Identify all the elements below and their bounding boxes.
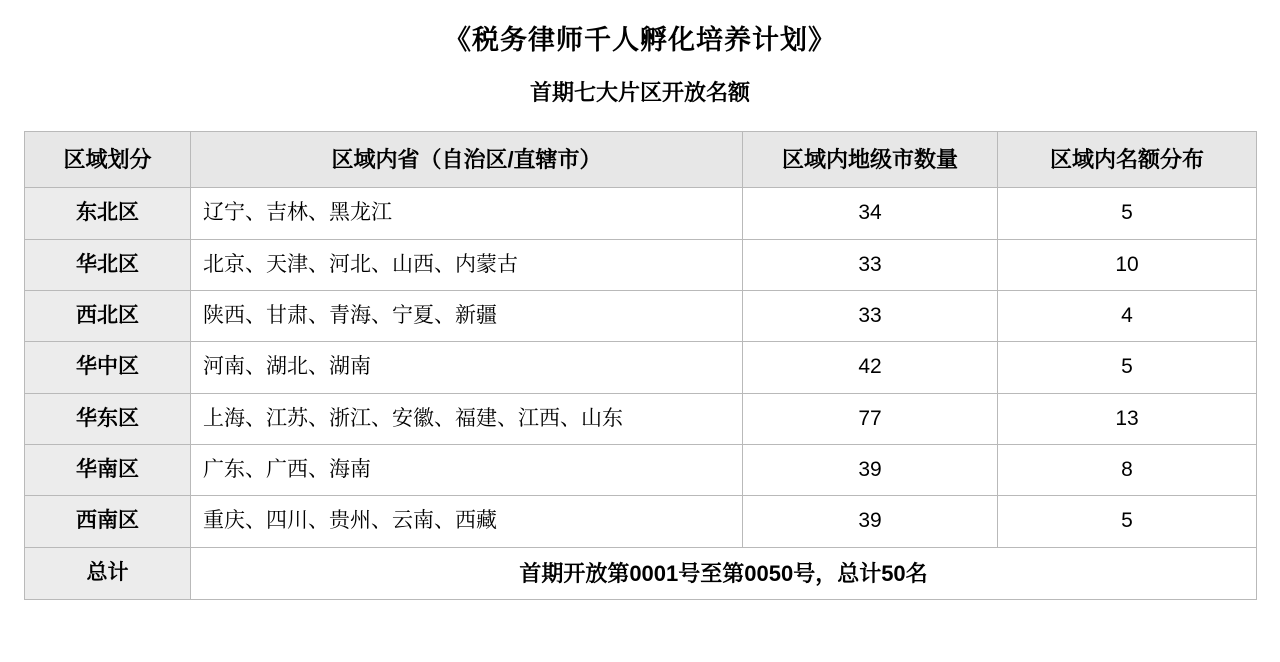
cell-provinces: 辽宁、吉林、黑龙江 bbox=[191, 188, 743, 239]
cell-city-count: 33 bbox=[743, 239, 998, 290]
cell-city-count: 34 bbox=[743, 188, 998, 239]
page-title: 《税务律师千人孵化培养计划》 bbox=[444, 25, 836, 55]
cell-city-count: 39 bbox=[743, 445, 998, 496]
cell-quota: 13 bbox=[998, 393, 1257, 444]
cell-total-text: 首期开放第0001号至第0050号，总计50名 bbox=[191, 547, 1257, 600]
quota-table bbox=[24, 131, 1257, 601]
table-header-row bbox=[25, 131, 1257, 188]
cell-quota: 4 bbox=[998, 290, 1257, 341]
quota-table-container bbox=[24, 131, 1256, 601]
cell-region: 华东区 bbox=[25, 393, 191, 444]
cell-provinces: 北京、天津、河北、山西、内蒙古 bbox=[191, 239, 743, 290]
cell-quota: 5 bbox=[998, 188, 1257, 239]
cell-region: 华北区 bbox=[25, 239, 191, 290]
column-header-quota: 区域内名额分布 bbox=[998, 131, 1257, 188]
column-header-city-count: 区域内地级市数量 bbox=[743, 131, 998, 188]
table-header bbox=[25, 131, 1257, 188]
cell-city-count: 77 bbox=[743, 393, 998, 444]
column-header-provinces: 区域内省（自治区/直辖市） bbox=[191, 131, 743, 188]
cell-provinces: 重庆、四川、贵州、云南、西藏 bbox=[191, 496, 743, 547]
cell-region: 东北区 bbox=[25, 188, 191, 239]
cell-region: 华南区 bbox=[25, 445, 191, 496]
cell-city-count: 39 bbox=[743, 496, 998, 547]
table-row bbox=[25, 445, 1257, 496]
cell-quota: 5 bbox=[998, 342, 1257, 393]
column-header-region: 区域划分 bbox=[25, 131, 191, 188]
cell-provinces: 广东、广西、海南 bbox=[191, 445, 743, 496]
cell-provinces: 河南、湖北、湖南 bbox=[191, 342, 743, 393]
cell-region: 华中区 bbox=[25, 342, 191, 393]
cell-total-label: 总计 bbox=[25, 547, 191, 600]
cell-quota: 10 bbox=[998, 239, 1257, 290]
table-body bbox=[25, 188, 1257, 600]
cell-provinces: 上海、江苏、浙江、安徽、福建、江西、山东 bbox=[191, 393, 743, 444]
table-total-row bbox=[25, 547, 1257, 600]
cell-provinces: 陕西、甘肃、青海、宁夏、新疆 bbox=[191, 290, 743, 341]
table-row bbox=[25, 393, 1257, 444]
table-row bbox=[25, 342, 1257, 393]
document-page bbox=[0, 22, 1280, 662]
table-row bbox=[25, 188, 1257, 239]
table-row bbox=[25, 290, 1257, 341]
page-subtitle: 首期七大片区开放名额 bbox=[529, 79, 750, 105]
cell-city-count: 33 bbox=[743, 290, 998, 341]
cell-region: 西北区 bbox=[25, 290, 191, 341]
cell-quota: 5 bbox=[998, 496, 1257, 547]
table-row bbox=[25, 496, 1257, 547]
cell-region: 西南区 bbox=[25, 496, 191, 547]
table-row bbox=[25, 239, 1257, 290]
cell-city-count: 42 bbox=[743, 342, 998, 393]
cell-quota: 8 bbox=[998, 445, 1257, 496]
